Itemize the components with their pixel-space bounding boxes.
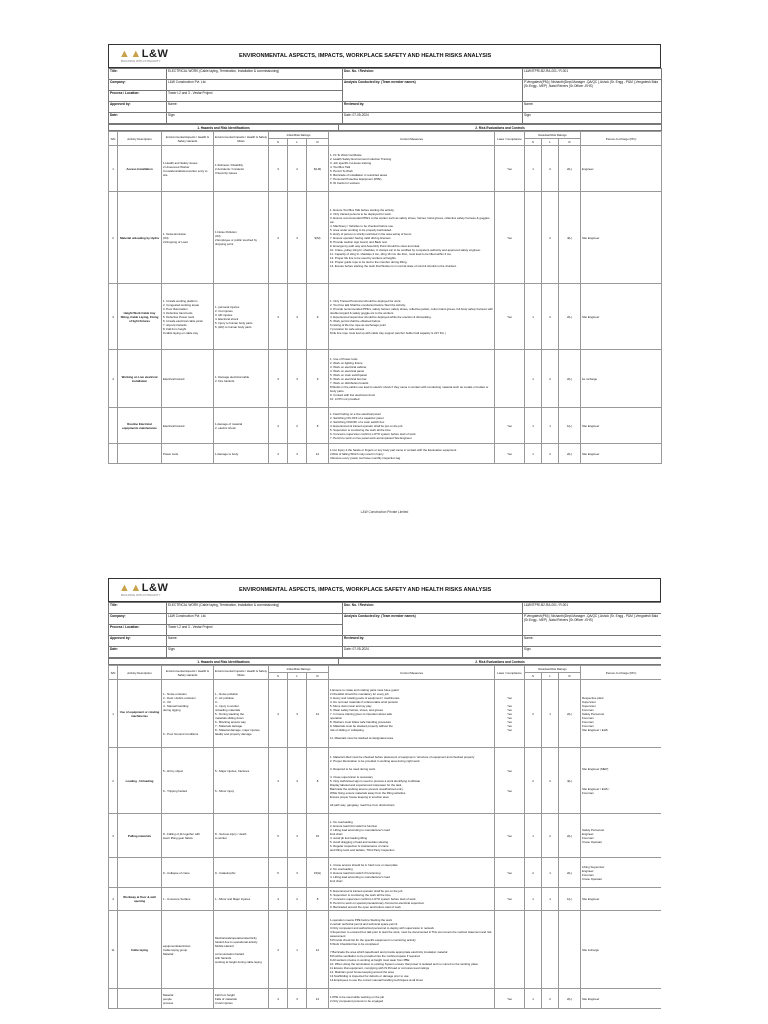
row-residual-r: 2(L) xyxy=(559,444,581,464)
row-env-aspect: Electrical hazard xyxy=(162,350,214,408)
row-sn: 4 xyxy=(109,350,118,408)
row-initial-r: 12 xyxy=(307,680,329,748)
row-initial-r: 9 xyxy=(307,284,329,350)
row-sn xyxy=(109,444,118,464)
reviewed-name-label: Name: xyxy=(523,102,662,113)
row-legal: Yes xyxy=(495,444,525,464)
risk-table-2-body xyxy=(109,680,662,1009)
table-row xyxy=(109,284,662,350)
row-activity xyxy=(118,444,162,464)
company-logo: ▲▲L&W xyxy=(119,582,169,594)
row-initial-r: 12 xyxy=(307,444,329,464)
row-sn xyxy=(109,408,118,444)
row-impact: 1.damage to body xyxy=(214,444,269,464)
logo-tagline: BUILDING WITH INTEGRITY xyxy=(121,59,161,63)
company-logo: ▲▲L&W xyxy=(119,48,169,60)
row-initial-s: 3 xyxy=(269,284,288,350)
col-activity: Activity Description xyxy=(118,666,162,680)
row-residual-l: 2 xyxy=(542,146,559,192)
row-initial-l: 3 xyxy=(288,748,307,814)
risk-table-2 xyxy=(108,665,661,1009)
process-label: Process / Location: xyxy=(109,91,167,102)
col-person: Person-In-Charge (PIC) xyxy=(581,666,661,680)
row-activity: Cable laying xyxy=(118,911,162,989)
row-activity: Access Installation xyxy=(118,146,162,192)
row-residual-s: 1 xyxy=(525,284,542,350)
row-residual-r: 2(L) xyxy=(559,989,581,1009)
row-initial-l: 3 xyxy=(288,192,307,284)
row-env-aspect: 1 - Noise emission 2 - Dust / debris emission 3 - Oil 4 - Manual handling during rigging 6 - Poor Ground Conditions xyxy=(162,680,214,748)
table-row xyxy=(109,444,662,464)
section-header xyxy=(108,124,662,131)
row-legal xyxy=(495,350,525,408)
row-activity: Working on Live electrical installation xyxy=(118,350,162,408)
reviewed-label: Reviewed by: xyxy=(343,102,523,113)
row-env-aspect: 1.Health and Safety issues 2.Unsecured Worker 3.unsafe/unlabeled worker entry to site xyxy=(162,146,214,192)
row-env-aspect: 1. Noise Emission (Oil) 2.Dropping of Load xyxy=(162,192,214,284)
row-residual-l: 2 xyxy=(542,989,559,1009)
col-person: Person-In-Charge (PIC) xyxy=(581,132,662,146)
row-residual-r: 2(L) xyxy=(559,284,581,350)
row-sn: 1 xyxy=(109,680,118,748)
document-title: ENVIRONMENTAL ASPECTS, IMPACTS, WORKPLACE SAFETY AND HEALTH RISKS ANALYSIS xyxy=(239,587,492,593)
company-label: Company: xyxy=(109,80,167,91)
row-impact: 1. personal injuries 2. Cut injuries 3. HD injuries 4. Electrical shock 5. Injury to human body parts 6. (HD) to human body parts xyxy=(214,284,269,350)
row-activity: Workway at floor & wall opening xyxy=(118,888,162,911)
row-initial-s: 3 xyxy=(269,192,288,284)
row-env-aspect: 1 - Unsecure Surface xyxy=(162,888,214,911)
row-initial-s: 4 xyxy=(269,748,288,814)
row-sn: 2 xyxy=(109,192,118,284)
col-residual-risk: Residual Risk Ratings xyxy=(525,666,581,673)
row-residual-r: 4(L) xyxy=(559,192,581,284)
table-row xyxy=(109,748,662,814)
row-env-aspect: equipment/electrician Cable laying group Material xyxy=(162,911,214,989)
col-initial-risk: Initial Risk Ratings xyxy=(269,132,329,139)
row-impact: 1 - Noise pollution 2 - Air pollution 3 - 4 - Injury to worker unloading materials 5 - During stacking the materials sliding down 6 - Blocking access way 7 - Materials damage 8 - Material damage, major injuries, fatality and property damage xyxy=(214,680,269,748)
row-initial-r: 8 xyxy=(307,408,329,444)
row-impact: 9 - Catastrophic xyxy=(214,858,269,888)
row-residual-s: 1 xyxy=(525,444,542,464)
row-initial-l: 3 xyxy=(288,680,307,748)
col-l2: L xyxy=(542,673,559,680)
row-person-in-charge: Lifting Supervisor Engineer Foreman Crane Operator xyxy=(581,858,661,888)
row-person-in-charge: Site Engineer xyxy=(581,408,662,444)
row-residual-s: 1 xyxy=(525,408,542,444)
table-row xyxy=(109,814,662,858)
page-footer: L&W Construction Private Limited xyxy=(360,510,409,514)
row-initial-r: 9(M) xyxy=(307,192,329,284)
row-residual-r: 1(L) xyxy=(559,408,581,444)
document-page-1 xyxy=(108,44,661,516)
row-initial-r: 12 xyxy=(307,911,329,989)
row-residual-s: 1 xyxy=(525,350,542,408)
table-row xyxy=(109,408,662,444)
table-row xyxy=(109,858,662,888)
row-controls: 1. Crane access should be in hard core or steel plate 2. No overloading 3. Ensure load limit switch if functioning 4. Lifting load according to manufacturer's load limit chart xyxy=(329,858,495,888)
col-env-aspects: Environmental Aspects / Health & Safety Hazards xyxy=(162,132,214,146)
row-initial-l: 3 xyxy=(288,858,307,888)
row-residual-l: 2 xyxy=(542,192,559,284)
row-controls: 1. Material Lifted must be checked before placement of equipment / structure of equipment and checked properly 2. Proper illumination to be provided in working area during night work 3. Required to be used during work. 4. Close supervision is necessary 5. Only Authorised sign is used to process a work identifying certificate Display labeled and experienced manpower for the task. Barricade the working area to prevent unauthorized entry. While fixing ensure materials away from the lifting activities Ensure proper house keeping in erection area All path way, gangway, road free from obstructions xyxy=(329,748,495,814)
col-s2: S xyxy=(525,673,542,680)
col-l2: L xyxy=(542,139,559,146)
col-sn: S/N xyxy=(109,132,118,146)
risk-table-1 xyxy=(108,131,662,464)
table-row xyxy=(109,680,662,748)
row-residual-s xyxy=(525,192,542,284)
col-r2: R xyxy=(559,139,581,146)
row-env-aspect: Electrical hazard xyxy=(162,408,214,444)
row-residual-r: 2(L) xyxy=(559,146,581,192)
row-sn: 1 xyxy=(109,146,118,192)
row-env-aspect: 8 - Falling of jib together with load / lifting gear failure xyxy=(162,814,214,858)
col-s2: S xyxy=(525,139,542,146)
row-initial-l: 3 xyxy=(288,444,307,464)
col-sn: S/N xyxy=(109,666,118,680)
doc-no-label: Doc. No. / Revision: xyxy=(343,603,523,614)
col-impacts: Environmental Impacts / Health & Safety Risks xyxy=(214,666,269,680)
row-impact: Fall from height Falls of materials Crush injuries xyxy=(214,989,269,1009)
page-header xyxy=(108,578,661,602)
col-impacts: Environmental Impacts / Health & Safety Risks xyxy=(214,132,269,146)
col-s: S xyxy=(269,139,288,146)
meta-table xyxy=(108,68,662,124)
process-value: Tower L2 and 3 - Vestar Project xyxy=(167,91,343,102)
table-row xyxy=(109,350,662,408)
row-impact: 8 - Serious injury / death to worker xyxy=(214,814,269,858)
company-value: L&W Construction Pvt. Ltd. xyxy=(167,80,343,91)
col-s: S xyxy=(269,673,288,680)
row-controls: 1.operation means PPE before Starting the work 2.certain technical permit and technical space permit 3.Only competent and authorized personnel to deploy with supervision in network 4.Supervisor to ensured box talk prior to start the work, must be documented & This tool covers the method statement and risk assessment 5.Provide check list for the specific equipment in monitoring activity 6.Work Checklist has to be completed 7.Barricade the area which tape/board and provide appropriate electricity insulation material 8.Positive ventilation to be provided into the confined space if required 9.All workers involve in working at height must wear from PBE 10. When doing the termination to existing System ensure that power is isolated and no current to the working place 11.Ensure that equipment, complying with IS lift load or corrosive level ratings 12. Maintain good house keeping around the area 13.Scaffolding is inspected for defects or damage prior to use 14.Employees to use the correct manual handling techniques at all times xyxy=(329,911,495,989)
approved-name-label: Name: xyxy=(167,636,343,647)
row-legal: Yes xyxy=(495,192,525,284)
row-residual-r: 2(L) xyxy=(559,350,581,408)
doc-no-value: L&W/ITPR/-B2-RA-001 / R-001 xyxy=(523,69,662,80)
row-residual-l: 2 xyxy=(542,748,559,814)
reviewed-label: Reviewed by: xyxy=(343,636,523,647)
row-initial-l: 3 xyxy=(288,284,307,350)
table-row xyxy=(109,911,662,989)
approved-name-label: Name: xyxy=(167,102,343,113)
analysis-label: Analysis Conducted by: (Team member names) xyxy=(343,614,523,636)
title-label: Title: xyxy=(109,69,167,80)
meta-table xyxy=(108,602,661,658)
row-impact: 5 - Major injuries, fractures 6 - Minor injury xyxy=(214,748,269,814)
table-row xyxy=(109,989,662,1009)
date-value: Date: 07-05-2024 xyxy=(343,647,523,658)
logo-tagline: BUILDING WITH INTEGRITY xyxy=(121,593,161,597)
row-residual-s: 1 xyxy=(525,814,542,858)
row-residual-r: 2(L) xyxy=(559,814,581,858)
analysis-value: P.Vengatesh(PM) | Nishanth(Dept.Manager -QA/QC ),Ashok (Sr. Engg - P&M ),Vengatesh Bala (Sr.Engg - MEP) ,Natal Reivers (Sr.Officer -EHS) xyxy=(523,80,662,102)
row-initial-l: 1 xyxy=(288,911,307,989)
row-residual-r xyxy=(559,911,581,989)
row-initial-s: 5 xyxy=(269,858,288,888)
row-person-in-charge: be incharge xyxy=(581,350,662,408)
row-controls: 1. Use of Power tools 2. Work on lighting fixture 3. Work on electrical cabinet 4. Work on electrical panel 5. Work on main switchpanel 6. Work on electrical bus bar 7. Work on distribution boards 8.Works in the cabins use lead to electric shock if they came in contact with conducting material such as metals or bodies or body parts. 9. Contact with live electrical circuit 10. LOTO not provided xyxy=(329,350,495,408)
col-controls: Control Measures xyxy=(329,132,495,146)
row-impact: 1 - Minor and Major Injuries xyxy=(214,888,269,911)
row-initial-l: 2 xyxy=(288,408,307,444)
row-controls: 1. Only Trained Personnel should be deployed for work. 2. Tool box talk Shall be conducted before Start the Activity. 3. Provide recommended PPE's, safety helmet, safety shoes, reflective jacket, cotton hand gloves, full body safety harness with double lanyard & safety goggle etc to the workers. 4. Experienced supervisor should be deployed while the erection & dismantling. 5. Work permit shall be obtained before 6.raising of life line rope as anchorage point 7.provision for safe access 8.life line rope must tied up with cable tray support (anchor holder ball capacity is 227 KG ) xyxy=(329,284,495,350)
sign-label-2: Sign: xyxy=(523,113,662,124)
row-initial-r: 15(H) xyxy=(307,858,329,888)
row-activity: Height Work Cable tray fitting, Cable Laying, Fixing of light fixtures xyxy=(118,284,162,350)
doc-no-label: Doc. No. / Revision: xyxy=(343,69,523,80)
row-initial-s: 4 xyxy=(269,444,288,464)
row-initial-s: 4 xyxy=(269,989,288,1009)
row-initial-s: 5 xyxy=(269,814,288,858)
col-l: L xyxy=(288,139,307,146)
row-initial-s: 4 xyxy=(269,408,288,444)
process-label: Process / Location: xyxy=(109,625,167,636)
row-residual-r: 2(L) xyxy=(559,858,581,888)
row-legal: Yes xyxy=(495,814,525,858)
row-person-in-charge: Site Engineer xyxy=(581,989,661,1009)
row-activity: Use of equipment or rotating machineries xyxy=(118,680,162,748)
row-residual-l: 1 xyxy=(542,680,559,748)
table-row xyxy=(109,146,662,192)
row-person-in-charge: Site Engineer xyxy=(581,284,662,350)
row-initial-r: 6(LM) xyxy=(307,146,329,192)
row-residual-r: 2(L) xyxy=(559,680,581,748)
title-value: ELECTRICAL WORK (Cable laying, Termination, Installation & commissioning) xyxy=(167,603,343,614)
row-activity: Pulling materials xyxy=(118,814,162,858)
table-row xyxy=(109,888,662,911)
row-controls: 1. Ensure Tool Box Talk before starting the activity. 2. Only trained persons to be deployed for work. 3. Ensure recommended PPE's to the worker such as safety shoes, helmet, hand gloves, reflective safety harness & goggles etc. 4. Machinery / Vehicles to be checked before use. 5. Area under working to be properly barricaded. 6. Entry of person is strictly restricted in the area swing of boom. 7. Ensure operator having valid driving licenses. 8. Provide caution sign board, and Back rest. 9. Emergency path way and Assembly Point should be clear and clear. 10. Crane, pulley sling D- shackles, U-clamps etc to be certified by competent authority and approved safety engineer. 11. Capacity of sling D- shackles 2 ton, sling 16 mm die 2ton, must load to be lifted within 3 ton. 12. Proper life line to be used by workers at heights. 13. Proper guide rope to be tied to the member during lifting. 14. Ensure before starting the work that Worker is in normal state of mind & should not be drunked. xyxy=(329,192,495,284)
row-initial-r: 8 xyxy=(307,888,329,911)
row-controls: 1. Fault finding on a live electrical panel 2. Switching ON-OFF of a capacitor panel 3. Switching ON/OFF of a main switch box 4. Experienced & trained operator shall be put on the job 5. Supervisor is monitoring the work all the time 6. Concerns supervisor confirms LOTO system before start of work 7. Permit to work on live panel work accompanied Site Engineer xyxy=(329,408,495,444)
row-env-aspect: Material people process xyxy=(162,989,214,1009)
row-residual-l: 2 xyxy=(542,444,559,464)
row-residual-r: 4(L) xyxy=(559,748,581,814)
section-header xyxy=(108,658,661,665)
row-impact: 1. Damage electrical cable 2. Fire hazards xyxy=(214,350,269,408)
hazard-section-title: 1. Hazards and Risk Identifications xyxy=(109,659,339,665)
col-controls: Control Measures xyxy=(329,666,495,680)
row-initial-r: 8 xyxy=(307,748,329,814)
company-label: Company: xyxy=(109,614,167,625)
row-initial-s: 4 xyxy=(269,911,288,989)
row-residual-l: 1 xyxy=(542,858,559,888)
row-person-in-charge: Safety Personnel Engineer Foreman Crane Operator xyxy=(581,814,661,858)
row-initial-l: 3 xyxy=(288,989,307,1009)
row-sn: 11 xyxy=(109,911,118,989)
row-initial-s: 4 xyxy=(269,680,288,748)
sign-label-2: Sign: xyxy=(523,647,662,658)
row-legal: Yes xyxy=(495,284,525,350)
row-impact: 1.Sickness / Disability 2.Accidents / Incidents 3.Security Issues xyxy=(214,146,269,192)
row-impact: Mechanicals/operation/electricity hazard due to operational activity Mobile Hazard communication hazard with hazards working at height during cable laying xyxy=(214,911,269,989)
row-legal: Yes xyxy=(495,858,525,888)
row-residual-l xyxy=(542,911,559,989)
row-initial-r: 9 xyxy=(307,350,329,408)
col-l: L xyxy=(288,673,307,680)
row-controls: 5. Experienced & trained operator shall be put on the job 6. Supervisor is monitoring the work all the time 7. Concerns supervisor confirms LOTO system before start of work 8. Permit to work on special precautionary /Concerns electrical supervisor 9. Barricaded around the open and bottom start of work xyxy=(329,888,495,911)
row-residual-s: 1 xyxy=(525,888,542,911)
row-env-aspect: 5 - Hit by object 6 - Tripping hazard xyxy=(162,748,214,814)
row-person-in-charge: Site incharge xyxy=(581,911,661,989)
row-residual-l: 1 xyxy=(542,408,559,444)
row-residual-r: 1(L) xyxy=(559,888,581,911)
col-activity: Activity Description xyxy=(118,132,162,146)
row-activity: Material unloading by Hydra xyxy=(118,192,162,284)
row-sn: 3 xyxy=(109,284,118,350)
process-value: Tower L2 and 3 - Vestar Project xyxy=(167,625,343,636)
row-impact: 1.damage of material 2. electric shock xyxy=(214,408,269,444)
row-initial-s: 3 xyxy=(269,350,288,408)
hazard-section-title: 1. Hazards and Risk Identifications xyxy=(109,125,339,131)
document-title: ENVIRONMENTAL ASPECTS, IMPACTS, WORKPLACE SAFETY AND HEALTH RISKS ANALYSIS xyxy=(239,53,492,59)
row-person-in-charge: Site Engineer xyxy=(581,192,662,284)
row-initial-l: 3 xyxy=(288,350,307,408)
date-label: Date: xyxy=(109,113,167,124)
logo-triangle-icon: ▲▲ xyxy=(119,582,142,594)
sign-label: Sign: xyxy=(167,113,343,124)
row-residual-s: 2 xyxy=(525,858,542,888)
row-person-in-charge: Site Engineer xyxy=(581,888,661,911)
row-controls: 1.Cut Injury 2.the hands or fingers or any body part came in contact with the Excavation equipment 2.Risk of falling Which may result in Injury 3.Ensure every power tool have monthly inspection tag xyxy=(329,444,495,464)
row-controls: 1. No overloading 2. Ensure load limit switch is function 3. Lifting load according to manufacturer's load limit chart 4. Avoid jib tied loading lifting 5. Avoid dragging of load and sudden slewing 6. Regular inspection & maintenance of crane and lifting tools and tackles, Third Party Inspection xyxy=(329,814,495,858)
row-residual-s xyxy=(525,911,542,989)
col-residual-risk: Residual Risk Ratings xyxy=(525,132,581,139)
row-legal: Yes Yes xyxy=(495,748,525,814)
row-activity xyxy=(118,989,162,1009)
row-initial-r: 12 xyxy=(307,989,329,1009)
row-env-aspect: Power tools xyxy=(162,444,214,464)
row-sn xyxy=(109,989,118,1009)
row-legal: Yes xyxy=(495,888,525,911)
row-env-aspect: 1. Unsafe working platform 2. Congested working areas 3. Poor illumination 4. Defective hand tools 5. Defective Power tools 6. Unsafe electrical cable joints 7. slip-trip hazards 8. Fall from height 9.cable laying on cable tray xyxy=(162,284,214,350)
date-value: Date: 07-05-2024 xyxy=(343,113,523,124)
logo-triangle-icon: ▲▲ xyxy=(119,48,142,60)
col-initial-risk: Initial Risk Ratings xyxy=(269,666,329,673)
row-legal: Yes xyxy=(495,146,525,192)
row-residual-s: 1 xyxy=(525,989,542,1009)
row-activity: Loading , Unloading xyxy=(118,748,162,814)
row-residual-l: 2 xyxy=(542,284,559,350)
row-env-aspect: 9 - Collapse of crane xyxy=(162,858,214,888)
row-initial-s: 3 xyxy=(269,146,288,192)
risk-table-1-body xyxy=(109,146,662,464)
analysis-value: P.Vengatesh(PM) | Nishanth(Dept.Manager -QA/QC ),Ashok (Sr. Engg - P&M ),Vengatesh Bala (Sr.Engg - MEP) ,Natal Reivers (Sr.Officer -EHS) xyxy=(523,614,662,636)
row-controls: 1.PPE to be used while working on the job 2.Only competent persons to be engaged xyxy=(329,989,495,1009)
col-env-aspects: Environmental Aspects / Health & Safety Hazards xyxy=(162,666,214,680)
row-sn: 2 xyxy=(109,748,118,814)
page-header xyxy=(108,44,661,68)
col-r: R xyxy=(307,673,329,680)
row-person-in-charge: Respective plant Supervisor Supervisor Foreman Safety Personnel Foreman Foreman Foreman Site Engineer / EHS xyxy=(581,680,661,748)
sign-label: Sign: xyxy=(167,647,343,658)
approved-label: Approved by: xyxy=(109,636,167,647)
row-legal: Yes Yes Yes Yes Yes Yes Yes Yes xyxy=(495,680,525,748)
row-residual-l: 2 xyxy=(542,814,559,858)
row-legal xyxy=(495,911,525,989)
row-legal: Yes xyxy=(495,408,525,444)
row-initial-s: 4 xyxy=(269,888,288,911)
row-impact: 1.Noise Pollution (Oil) 2.Employee or public touched by dropping point xyxy=(214,192,269,284)
row-legal: Yes xyxy=(495,989,525,1009)
document-page-2 xyxy=(108,578,661,1024)
row-initial-l: 3 xyxy=(288,814,307,858)
analysis-label: Analysis Conducted by: (Team member names) xyxy=(343,80,523,102)
row-sn: 4 xyxy=(109,888,118,911)
row-person-in-charge: Site Engineer xyxy=(581,444,662,464)
row-residual-s: 1 xyxy=(525,146,542,192)
col-legal: Laws / Compliance xyxy=(495,666,525,680)
row-person-in-charge: Site Engineer (MEP) Site Engineer / EHS / Foreman xyxy=(581,748,661,814)
row-residual-l: 1 xyxy=(542,888,559,911)
title-value: ELECTRICAL WORK (Cable laying, Termination, Installation & commissioning) xyxy=(167,69,343,80)
approved-label: Approved by: xyxy=(109,102,167,113)
row-initial-l: 2 xyxy=(288,888,307,911)
row-residual-s: 2 xyxy=(525,680,542,748)
row-controls: 1. Fit To Work Certificate 2. Health Safety Environment Induction Training 3. Job specific In-House training 4. Tool Box Talk 5. Permit To Work 6. Barricade of installation in restricted areas 7. Personal Protective Equipment (PPE) 8. ID Cards for workers xyxy=(329,146,495,192)
col-legal: Laws / Compliance xyxy=(495,132,525,146)
title-label: Title: xyxy=(109,603,167,614)
col-r: R xyxy=(307,139,329,146)
date-label: Date: xyxy=(109,647,167,658)
row-controls: 1.Ensure to rotate and rotating parts must have guard 2.Checklist should be mandatory for every job 3. Every and rotating parts of equipment / machineries 4. Do not load materials if unfavourable wind persists 5. Move dust music and ray play 6. Wear safety helmet, shoes, and gloves 7. In house training given to Operator about safe operation 8. Workers must follow safe handling procedure 9. Materials must be stacked properly without the risk of sliding or collapsing 11. Materials must be stacked at designated area xyxy=(329,680,495,748)
table-row xyxy=(109,192,662,284)
row-activity xyxy=(118,858,162,888)
row-sn xyxy=(109,858,118,888)
row-initial-r: 15 xyxy=(307,814,329,858)
row-residual-s: 2 xyxy=(525,748,542,814)
row-residual-l: 2 xyxy=(542,350,559,408)
row-person-in-charge: Engineer xyxy=(581,146,662,192)
row-sn: 3 xyxy=(109,814,118,858)
row-initial-l: 2 xyxy=(288,146,307,192)
reviewed-name-label: Name: xyxy=(523,636,662,647)
row-activity: Routine Electrical equipments maintenance xyxy=(118,408,162,444)
risk-section-title: 2. Risk Evaluations and Controls xyxy=(339,125,662,131)
risk-section-title: 2. Risk Evaluations and Controls xyxy=(339,659,662,665)
doc-no-value: L&W/ITPR/-B2-RA-001 / R-001 xyxy=(523,603,662,614)
col-r2: R xyxy=(559,673,581,680)
company-value: L&W Construction Pvt. Ltd. xyxy=(167,614,343,625)
